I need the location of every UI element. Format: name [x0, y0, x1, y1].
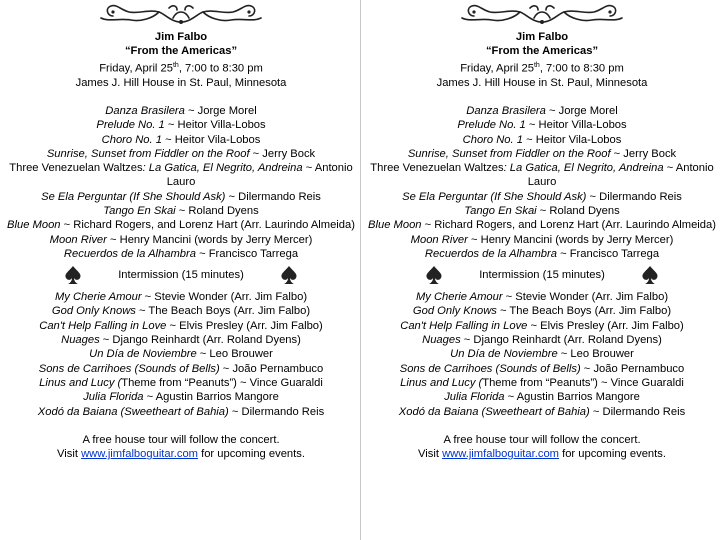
program-item	[368, 405, 716, 419]
program-item	[368, 104, 716, 118]
visit-line: Visit www.jimfalboguitar.com for upcoming events.	[57, 448, 305, 461]
work-title: Se Ela Perguntar (If She Should Ask)	[41, 190, 226, 203]
work-title: Sons de Carrihoes (Sounds of Bells)	[38, 362, 220, 375]
work-credit: ~ Francisco Tarrega	[556, 247, 660, 260]
work-credit: Theme from “Peanuts”) ~ Vince Guaraldi	[482, 376, 684, 389]
tour-note: A free house tour will follow the concert.	[443, 433, 641, 446]
spade-flourish-icon	[639, 264, 661, 286]
performer-name: Jim Falbo	[515, 31, 569, 43]
concert-title: “From the Americas”	[485, 45, 599, 58]
intermission-label: Intermission (15 minutes)	[479, 269, 605, 282]
work-title: Prelude No. 1	[96, 119, 165, 132]
program-item	[6, 390, 356, 404]
work-credit: ~ Antonio Lauro	[166, 162, 353, 189]
program-item	[6, 319, 356, 333]
work-credit: ~ Dilermando Reis	[589, 405, 686, 418]
work-credit: ~ Jerry Bock	[249, 147, 316, 160]
spade-flourish-icon	[278, 264, 300, 286]
work-title: Recuerdos de la Alhambra	[63, 247, 196, 260]
program-item	[6, 347, 356, 361]
work-title: Linus and Lucy (	[400, 376, 483, 389]
work-credit: ~ Elvis Presley (Arr. Jim Falbo)	[166, 319, 323, 332]
work-credit: ~ Francisco Tarrega	[195, 247, 299, 260]
concert-date: Friday, April 25th, 7:00 to 8:30 pm	[460, 61, 624, 75]
work-title: Julia Florida	[444, 391, 505, 404]
program-item	[6, 362, 356, 376]
program-item	[368, 233, 716, 247]
program-right	[368, 0, 716, 461]
performer-name: Jim Falbo	[154, 31, 208, 43]
program-part-2	[6, 290, 356, 419]
work-credit: ~ Dilermando Reis	[225, 190, 321, 203]
work-credit: ~ Roland Dyens	[175, 205, 259, 217]
work-title: God Only Knows	[51, 305, 136, 318]
program-part-1	[6, 104, 356, 261]
work-credit: ~ Jerry Bock	[610, 147, 677, 160]
work-credit: ~ Roland Dyens	[536, 205, 620, 217]
work-credit: ~ Heitor Villa-Lobos	[164, 119, 266, 132]
program-item	[6, 376, 356, 390]
work-credit: ~ João Pernambuco	[219, 362, 324, 375]
work-title: Tango En Skai	[464, 205, 537, 217]
work-credit: Theme from “Peanuts”) ~ Vince Guaraldi	[121, 376, 323, 389]
tour-note: A free house tour will follow the concert.	[82, 433, 280, 446]
program-item	[368, 290, 716, 304]
program-item	[6, 204, 356, 218]
work-credit: ~ Heitor Vila-Lobos	[161, 133, 261, 146]
program-item	[6, 405, 356, 419]
intermission-row	[6, 264, 356, 286]
work-credit: ~ Henry Mancini (words by Jerry Mercer)	[467, 233, 674, 246]
work-credit: ~ Heitor Villa-Lobos	[525, 119, 627, 132]
work-title: : La Gatica, El Negrito, Andreina	[503, 162, 664, 175]
work-title: Prelude No. 1	[457, 119, 526, 132]
work-credit: ~ Stevie Wonder (Arr. Jim Falbo)	[141, 291, 308, 304]
column-divider	[360, 0, 361, 540]
program-item	[368, 362, 716, 376]
work-title: Choro No. 1	[462, 133, 523, 146]
program-item: Three Venezuelan Waltzes: La Gatica, El Negrito, Andreina ~ Antonio Lauro	[9, 162, 353, 189]
work-credit: ~ Jorge Morel	[184, 104, 257, 117]
program-item	[6, 218, 356, 232]
program-item	[368, 190, 716, 204]
concert-venue: James J. Hill House in St. Paul, Minnesota	[436, 76, 648, 89]
work-credit: ~ Django Reinhardt (Arr. Roland Dyens)	[99, 334, 301, 347]
work-title: Sunrise, Sunset from Fiddler on the Roof	[46, 147, 250, 160]
work-title: Se Ela Perguntar (If She Should Ask)	[402, 190, 587, 203]
program-item	[368, 304, 716, 318]
program-item	[6, 147, 356, 161]
work-title: Xodó da Baiana (Sweetheart of Bahia)	[398, 405, 590, 418]
work-title: Linus and Lucy (	[39, 376, 122, 389]
work-title: Moon River	[49, 233, 107, 246]
work-credit: ~ Richard Rogers, and Lorenz Hart (Arr. Laurindo Almeida)	[60, 219, 355, 232]
work-title: Nuages	[61, 334, 100, 347]
program-item	[368, 347, 716, 361]
spade-flourish-icon	[423, 264, 445, 286]
work-credit: ~ Agustin Barrios Mangore	[504, 391, 640, 404]
work-title: Sunrise, Sunset from Fiddler on the Roof	[407, 147, 611, 160]
program-item	[6, 104, 356, 118]
concert-title: “From the Americas”	[124, 45, 238, 58]
program-item	[6, 233, 356, 247]
concert-date: Friday, April 25th, 7:00 to 8:30 pm	[99, 61, 263, 75]
program-item	[368, 118, 716, 132]
program-item	[368, 147, 716, 161]
program-item	[368, 204, 716, 218]
website-link[interactable]: www.jimfalboguitar.com	[81, 448, 198, 461]
work-title: Nuages	[422, 334, 461, 347]
work-credit: ~ Heitor Vila-Lobos	[522, 133, 622, 146]
flourish-ornament-icon	[61, 0, 301, 30]
work-credit: ~ Leo Brouwer	[557, 348, 634, 361]
work-credit: ~ Henry Mancini (words by Jerry Mercer)	[106, 233, 313, 246]
work-title: Xodó da Baiana (Sweetheart of Bahia)	[37, 405, 229, 418]
work-title: Choro No. 1	[101, 133, 162, 146]
website-link[interactable]: www.jimfalboguitar.com	[442, 448, 559, 461]
program-item	[368, 133, 716, 147]
work-title: : La Gatica, El Negrito, Andreina	[142, 162, 303, 175]
program-item	[368, 376, 716, 390]
work-title: Moon River	[410, 233, 468, 246]
concert-venue: James J. Hill House in St. Paul, Minnesota	[75, 76, 287, 89]
work-title: My Cherie Amour	[54, 291, 142, 304]
program-item	[368, 319, 716, 333]
work-title: Julia Florida	[83, 391, 144, 404]
work-title: Blue Moon	[7, 219, 61, 232]
work-title: God Only Knows	[412, 305, 497, 318]
flourish-ornament-icon	[422, 0, 662, 30]
work-credit: ~ The Beach Boys (Arr. Jim Falbo)	[496, 305, 672, 318]
program-item: Three Venezuelan Waltzes: La Gatica, El Negrito, Andreina ~ Antonio Lauro	[370, 162, 714, 189]
work-title: Can't Help Falling in Love	[39, 319, 167, 332]
program-left	[6, 0, 356, 461]
work-credit: ~ Dilermando Reis	[586, 190, 682, 203]
program-part-2	[368, 290, 716, 419]
program-item	[368, 218, 716, 232]
visit-line: Visit www.jimfalboguitar.com for upcoming events.	[418, 448, 666, 461]
intermission-label: Intermission (15 minutes)	[118, 269, 244, 282]
work-credit: ~ Dilermando Reis	[228, 405, 325, 418]
program-item	[6, 304, 356, 318]
work-title: My Cherie Amour	[415, 291, 503, 304]
program-item	[6, 290, 356, 304]
work-credit: ~ Stevie Wonder (Arr. Jim Falbo)	[502, 291, 669, 304]
work-title: Blue Moon	[368, 219, 422, 232]
work-credit: ~ Django Reinhardt (Arr. Roland Dyens)	[460, 334, 662, 347]
work-credit: ~ Richard Rogers, and Lorenz Hart (Arr. Laurindo Almeida)	[421, 219, 716, 232]
program-item	[6, 333, 356, 347]
work-title: Recuerdos de la Alhambra	[424, 247, 557, 260]
work-credit: ~ Antonio Lauro	[527, 162, 714, 189]
work-title: Tango En Skai	[103, 205, 176, 217]
intermission-row	[368, 264, 716, 286]
program-item	[6, 133, 356, 147]
program-item	[6, 247, 356, 261]
work-title: Un Día de Noviembre	[89, 348, 197, 361]
work-credit: ~ João Pernambuco	[580, 362, 685, 375]
program-item	[368, 390, 716, 404]
work-title: Danza Brasilera	[105, 104, 185, 117]
spade-flourish-icon	[62, 264, 84, 286]
work-credit: ~ Leo Brouwer	[196, 348, 273, 361]
work-title: Un Día de Noviembre	[450, 348, 558, 361]
work-title: Sons de Carrihoes (Sounds of Bells)	[399, 362, 581, 375]
program-part-1	[368, 104, 716, 261]
program-item	[6, 190, 356, 204]
work-credit: ~ Elvis Presley (Arr. Jim Falbo)	[527, 319, 684, 332]
work-credit: ~ Agustin Barrios Mangore	[143, 391, 279, 404]
work-credit: ~ Jorge Morel	[545, 104, 618, 117]
program-item	[368, 247, 716, 261]
program-item	[6, 118, 356, 132]
work-credit: ~ The Beach Boys (Arr. Jim Falbo)	[135, 305, 311, 318]
work-title: Can't Help Falling in Love	[400, 319, 528, 332]
work-title: Danza Brasilera	[466, 104, 546, 117]
program-item	[368, 333, 716, 347]
